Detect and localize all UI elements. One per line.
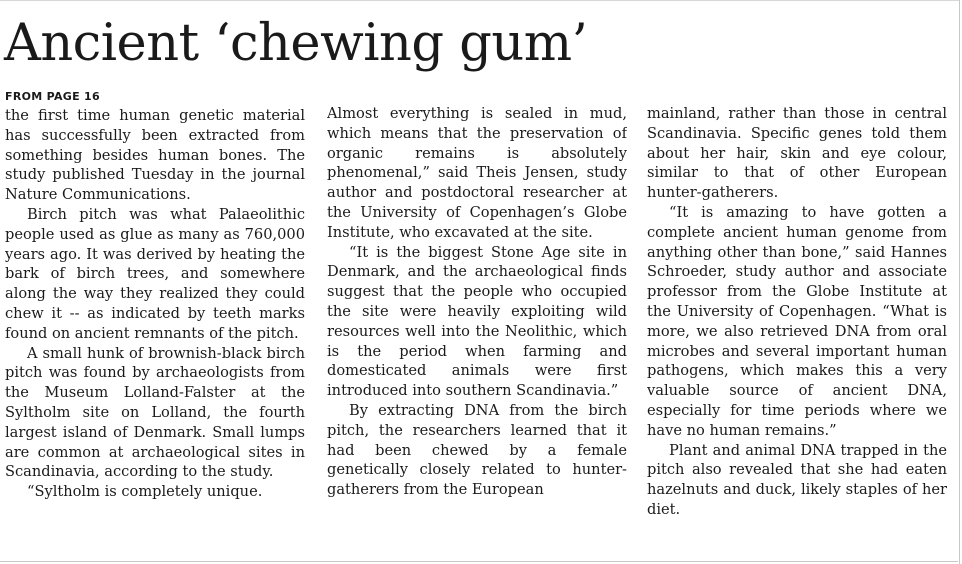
headline: Ancient ‘chewing gum’ <box>4 14 588 73</box>
paragraph: the first time human genetic material has successfully been extracted from something besides human bones. The study published Tuesday in the journal Nature Communications. <box>5 107 305 204</box>
paragraph: By extracting DNA from the birch pitch, the researchers learned that it had been chewed by a female genetically closely related to hunter-gatherers from the European <box>327 401 627 499</box>
top-rule <box>0 0 960 1</box>
paragraph: “Syltholm is completely unique. <box>27 483 263 501</box>
continued-from-kicker: FROM PAGE 16 <box>5 90 100 103</box>
paragraph: Birch pitch was what Palaeolithic people used as glue as many as 760,000 years ago. It was derived by heating the bark of birch trees, and somewhere along the way they realized they could chew it -- as indicated by teeth marks found on ancient remnants of the pitch. <box>5 205 305 342</box>
paragraph: A small hunk of brownish-black birch pitch was found by archaeologists from the Museum Lolland-Falster at the Syltholm site on Lolland, the fourth largest island of Denmark. Small lumps are common at archaeological sites in Scandinavia, according to the study. <box>5 344 305 481</box>
article-column-3 <box>647 104 947 560</box>
article-column-1 <box>5 106 305 562</box>
paragraph: Plant and animal DNA trapped in the pitch also revealed that she had eaten hazelnuts and duck, likely staples of her diet. <box>647 441 947 518</box>
paragraph: “It is amazing to have gotten a complete ancient human genome from anything other than bone,” said Hannes Schroeder, study author and associate professor from the Globe Institute at the University of Copenhagen. “What is more, we also retrieved DNA from oral microbes and several important human pathogens, which makes this a very valuable source of ancient DNA, especially for time periods where we have no human remains.” <box>647 203 947 439</box>
article-column-2 <box>327 104 627 560</box>
right-rule <box>959 0 960 564</box>
paragraph: mainland, rather than those in central Scandinavia. Specific genes told them about her hair, skin and eye colour, similar to that of other European hunter-gatherers. <box>647 105 947 202</box>
paragraph: Almost everything is sealed in mud, which means that the preservation of organic remains is absolutely phenomenal,” said Theis Jensen, study author and postdoctoral researcher at the University of Copenhagen’s Globe Institute, who excavated at the site. <box>327 105 627 241</box>
paragraph: “It is the biggest Stone Age site in Denmark, and the archaeological finds suggest that the people who occupied the site were heavily exploiting wild resources well into the Neolithic, which is the period when farming and domesticated animals were first introduced into southern Scandinavia.” <box>327 243 627 400</box>
